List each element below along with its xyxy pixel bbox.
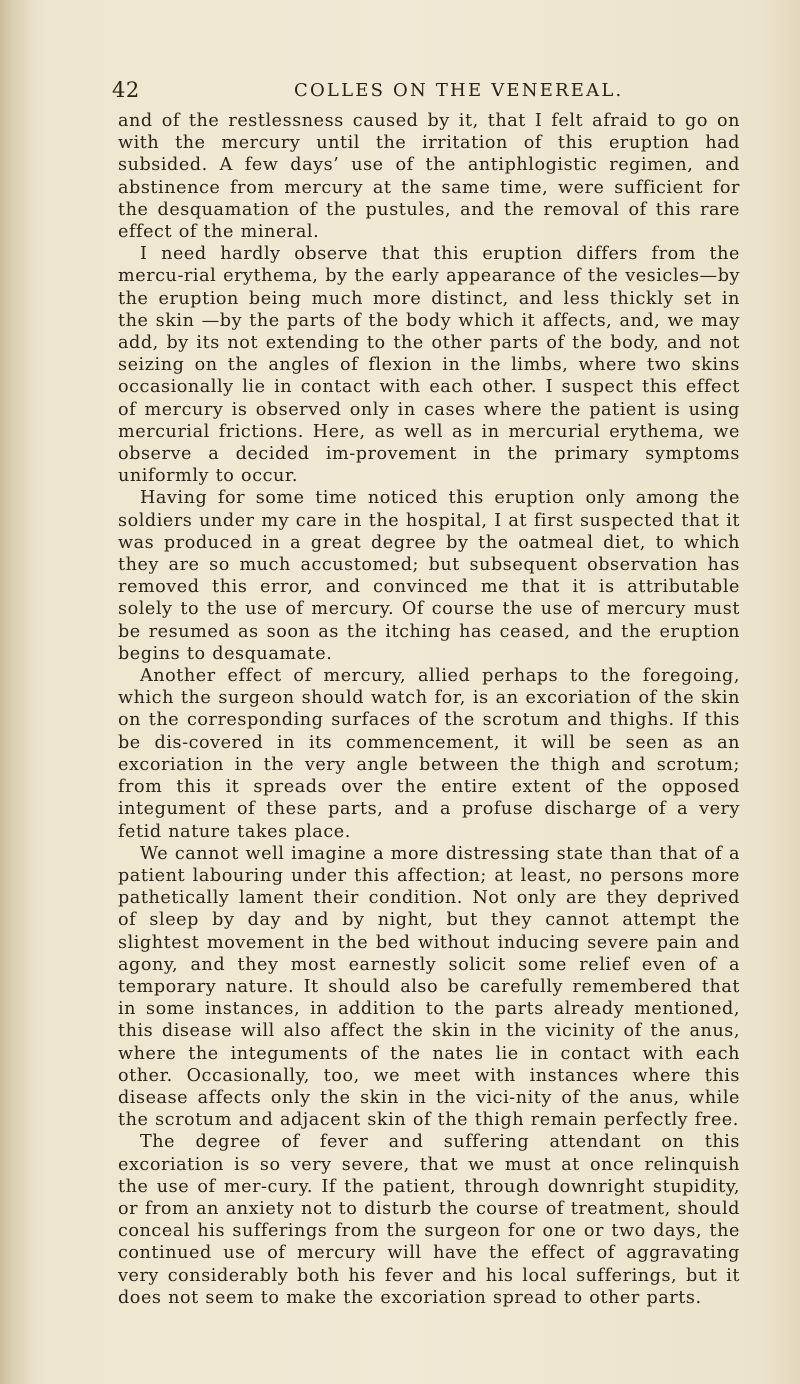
page-number: 42: [112, 78, 140, 102]
paragraph: Having for some time noticed this eruption only among the soldiers under my care in the hospital, I at first suspected that it was produced in a great degree by the oatmeal diet, to which they are so much accustomed; but subsequent observation has removed this error, and convinced me that it is attributable solely to the use of mercury. Of course the use of mercury must be resumed as soon as the itching has ceased, and the eruption begins to desquamate.: [118, 488, 740, 664]
paragraph: The degree of fever and suffering attendant on this excoriation is so very severe, that we must at once relinquish the use of mer-cury. If the patient, through downright stupidity, or from an anxiety not to disturb the course of treatment, should conceal his sufferings from the surgeon for one or two days, the continued use of mercury will have the effect of aggravating very considerably both his fever and his local sufferings, but it does not seem to make the excoriation spread to other parts.: [118, 1132, 740, 1308]
running-title: COLLES ON THE VENEREAL.: [294, 80, 624, 101]
page-binding-shadow: [0, 0, 34, 1384]
paragraph: Another effect of mercury, allied perhaps to the foregoing, which the surgeon should watch for, is an excoriation of the skin on the corresponding surfaces of the scrotum and thighs. If this be dis-covered in its commencement, it will be seen as an excoriation in the very angle between the thigh and scrotum; from this it spreads over the entire extent of the opposed integument of these parts, and a profuse discharge of a very fetid nature takes place.: [118, 666, 740, 842]
paragraph: We cannot well imagine a more distressing state than that of a patient labouring under this affection; at least, no persons more pathetically lament their condition. Not only are they deprived of sleep by day and by night, but they cannot attempt the slightest movement in the bed without inducing severe pain and agony, and they most earnestly solicit some relief even of a temporary nature. It should also be carefully remembered that in some instances, in addition to the parts already mentioned, this disease will also affect the skin in the vicinity of the anus, where the integuments of the nates lie in contact with each other. Occasionally, too, we meet with instances where this disease affects only the skin in the vici-nity of the anus, while the scrotum and adjacent skin of the thigh remain perfectly free.: [118, 843, 740, 1131]
paragraph: and of the restlessness caused by it, that I felt afraid to go on with the mercury until the irritation of this eruption had subsided. A few days’ use of the antiphlogistic regimen, and abstinence from mercury at the same time, were sufficient for the desquamation of the pustules, and the removal of this rare effect of the mineral.: [118, 111, 740, 243]
body-text: [118, 110, 740, 1309]
page-header: [112, 78, 732, 108]
paragraph: I need hardly observe that this eruption differs from the mercu-rial erythema, by the early appearance of the vesicles—by the eruption being much more distinct, and less thickly set in the skin —by the parts of the body which it affects, and, we may add, by its not extending to the other parts of the body, and not seizing on the angles of flexion in the limbs, where two skins occasionally lie in contact with each other. I suspect this effect of mercury is observed only in cases where the patient is using mercurial frictions. Here, as well as in mercurial erythema, we observe a decided im-provement in the primary symptoms uniformly to occur.: [118, 244, 740, 487]
